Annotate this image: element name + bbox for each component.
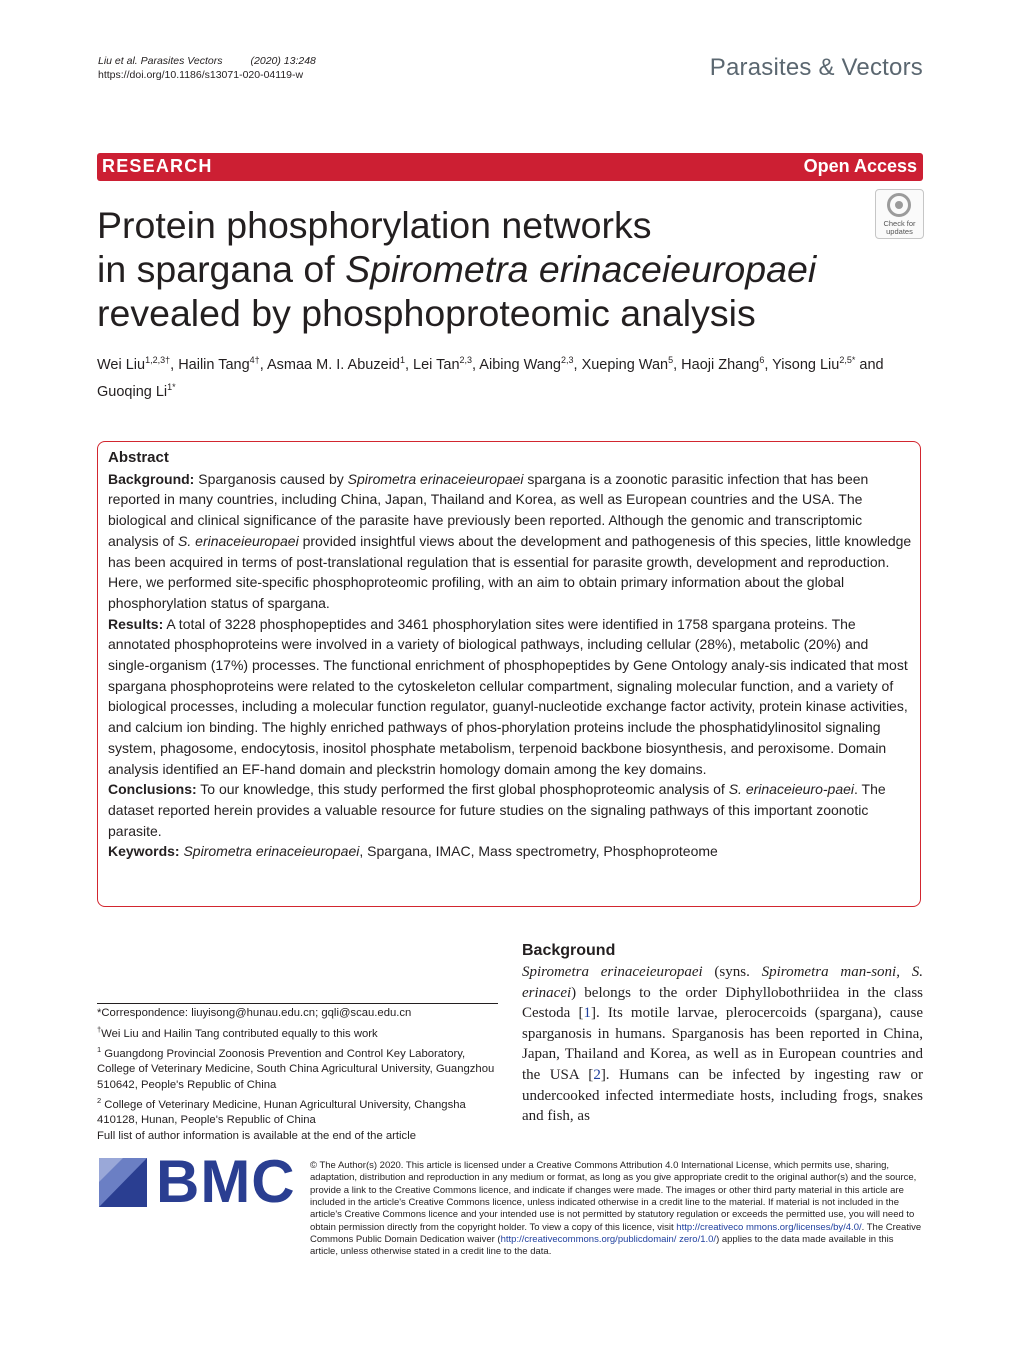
background-species-2: S. erinaceieuropaei [178, 532, 299, 549]
author-name: Yisong Liu [772, 356, 840, 373]
title-line-2 [97, 247, 857, 291]
footnotes [97, 1006, 498, 1144]
author-affiliation-sup: 6 [759, 355, 765, 365]
article-type-banner [97, 153, 923, 181]
background-species-1: Spirometra erinaceieuropaei [347, 470, 524, 487]
bg-species-1: Spirometra erinaceieuropaei [522, 964, 703, 980]
check-updates-line1: Check for [883, 219, 916, 228]
equal-contribution-note [97, 1022, 498, 1042]
background-paragraph [522, 962, 923, 1127]
bg-text-1: (syns. [702, 964, 762, 980]
author-affiliation-sup: 2,3 [560, 355, 574, 365]
conclusions-label: Conclusions: [108, 781, 197, 798]
title-species: Spirometra erinaceieuropaei [345, 248, 817, 290]
author-affiliation-sup: 1 [399, 355, 405, 365]
author-affiliation-sup: 4† [249, 355, 260, 365]
author-affiliation-sup: 5 [668, 355, 674, 365]
keywords-label: Keywords: [108, 843, 180, 860]
article-title [97, 203, 857, 335]
license-link-cc-by[interactable]: http://creativeco mmons.org/licenses/by/4.0/ [676, 1221, 862, 1233]
citation-header [98, 54, 316, 82]
open-access-label: Open Access [803, 156, 917, 176]
bg-text-2: , [896, 964, 912, 980]
citation-authors: Liu et al. Parasites Vectors [98, 55, 223, 67]
journal-name: Parasites & Vectors [709, 54, 923, 81]
author-name: Lei Tan [413, 356, 460, 373]
author-separator: , [170, 356, 179, 373]
author-separator: , [404, 356, 414, 373]
license-text-3: ) applies to the data made available in this article, unless otherwise stated in a credit line to the data. [310, 1234, 894, 1258]
article-type-label: RESEARCH [102, 156, 213, 176]
affiliation-1-text: Guangdong Provincial Zoonosis Prevention and Control Key Laboratory, College of Veterinary Medicine, South China Agricultural University, Guangzhou 510642, People's Republic of China [97, 1047, 495, 1091]
equal-contribution-text: Wei Liu and Hailin Tang contributed equally to this work [101, 1027, 378, 1040]
citation-ref-2[interactable]: 2 [593, 1066, 601, 1083]
background-text-2: spargana is a zoonotic parasitic infection that has been reported in many countries, including China, Japan, Thailand and Korea, as well as European countries and the USA. The biological and clinical significance of the parasite have previously been reported. Although the genomic and transcriptomic analysis of [108, 470, 869, 549]
citation-ref-1[interactable]: 1 [583, 1005, 591, 1022]
bg-text-3: ) belongs to the order Diphyllobothriidea in the class Cestoda [ [522, 984, 923, 1022]
check-updates-icon [887, 193, 911, 217]
abstract-results [108, 614, 912, 780]
background-text-1: Sparganosis caused by [194, 470, 348, 487]
results-text: A total of 3228 phosphopeptides and 3461 phosphorylation sites were identified in 1758 spargana proteins. The annotated phosphoproteins were involved in a variety of biological pathways, including cellular (28%), metabolic (20%) and single-organism (17%) processes. The functional enrichment of phosphopeptides by Gene Ontology analy-sis indicated that most spargana phosphoproteins were related to the cytoskeleton cellular compartment, signaling molecular function, and a variety of biological processes, including a molecular function regulator, guanyl-nucleotide exchange factor activity, protein kinase activities, and calcium ion binding. The highly enriched pathways of phos-phorylation proteins include the phosphatidylinositol signaling system, phagosome, endocytosis, inositol phosphate metabolism, terpenoid backbone biosynthesis, and peroxisome. Domain analysis identified an EF-hand domain and pleckstrin homology domain among the key domains. [108, 615, 908, 777]
author-name: Asmaa M. I. Abuzeid [266, 356, 400, 373]
author-name: Haoji Zhang [681, 356, 760, 373]
abstract-keywords [108, 841, 912, 862]
author-list [97, 349, 887, 403]
license-text [310, 1160, 923, 1259]
bg-text-4: ]. Its motile larvae, plerocercoids (spargana), cause sparganosis in humans. Sparganosis has been reported in China, Japan, Thailand and Korea, as well as in European countries and the USA [ [522, 1005, 924, 1083]
affiliation-2 [97, 1093, 498, 1129]
bg-species-2: Spirometra man-soni [761, 964, 897, 980]
bmc-logo-text: BMC [156, 1148, 296, 1215]
citation-year: (2020) 13:248 [250, 55, 316, 67]
abstract-background [108, 469, 912, 614]
title-line-3: revealed by phosphoproteomic analysis [97, 292, 756, 334]
abstract [108, 448, 912, 862]
author-separator: , [764, 356, 773, 373]
conclusions-species: S. erinaceieuro-paei [728, 781, 855, 798]
author-name: Hailin Tang [178, 356, 250, 373]
background-heading: Background [522, 942, 616, 959]
conclusions-text-1: To our knowledge, this study performed the first global phosphoproteomic analysis of [196, 781, 729, 798]
author-separator: and [855, 356, 884, 373]
keywords-text: , Spargana, IMAC, Mass spectrometry, Phosphoproteome [359, 843, 718, 860]
check-updates-line2: updates [886, 227, 913, 236]
results-label: Results: [108, 615, 164, 632]
title-line-1: Protein phosphorylation networks [97, 204, 652, 246]
license-text-2: . The Creative Commons Public Domain Dedication waiver ( [310, 1221, 922, 1246]
affiliation-2-sup: 2 [97, 1096, 102, 1106]
background-text-3: provided insightful views about the development and pathogenesis of this species, little knowledge has been acquired in terms of post-translational regulation that is essential for parasite growth, development and reproduction. Here, we performed site-specific phosphoproteomic profiling, with an aim to obtain primary information about the global phosphorylation status of spargana. [108, 532, 912, 611]
license-text-1: © The Author(s) 2020. This article is licensed under a Creative Commons Attribution 4.0 International License, which permits use, sharing, adaptation, distribution and reproduction in any medium or format, as long as you give appropriate credit to the original author(s) and the source, provide a link to the Creative Commons licence, and indicate if changes were made. The images or other third party material in this article are included in the article's Creative Commons licence, unless indicated otherwise in a credit line to the material. If material is not included in the article's Creative Commons licence and your intended use is not permitted by statutory regulation or exceeds the permitted use, you will need to obtain permission directly from the copyright holder. To view a copy of this licence, visit [310, 1160, 917, 1233]
correspondence-note: *Correspondence: liuyisong@hunau.edu.cn; gqli@scau.edu.cn [97, 1007, 412, 1019]
keywords-species: Spirometra erinaceieuropaei [179, 843, 360, 860]
author-separator: , [259, 356, 267, 373]
affiliation-1 [97, 1042, 498, 1093]
title-line-2-text: in spargana of [97, 248, 346, 290]
author-name: Wei Liu [97, 356, 146, 373]
background-label: Background: [108, 470, 195, 487]
equal-contribution-sup: † [97, 1024, 102, 1034]
author-separator: , [673, 356, 682, 373]
doi-link[interactable]: https://doi.org/10.1186/s13071-020-04119-w [98, 69, 304, 81]
author-affiliation-sup: 1* [167, 381, 176, 392]
author-separator: , [472, 356, 480, 373]
author-name: Aibing Wang [479, 356, 561, 373]
affiliation-1-sup: 1 [97, 1044, 102, 1054]
bg-text-5: ]. Humans can be infected by ingesting raw or undercooked infected intermediate hosts, including frogs, snakes and fish, as [522, 1066, 924, 1125]
bmc-logo-icon [99, 1158, 147, 1207]
author-affiliation-sup: 2,3 [459, 355, 473, 365]
bg-species-3: S. erinacei [522, 964, 924, 1001]
check-for-updates-badge[interactable] [875, 189, 924, 239]
author-separator: , [573, 356, 582, 373]
author-affiliation-sup: 1,2,3† [145, 355, 171, 365]
affiliation-2-text: College of Veterinary Medicine, Hunan Agricultural University, Changsha 410128, Hunan, People's Republic of China [97, 1098, 466, 1127]
abstract-conclusions [108, 779, 912, 841]
footnote-divider [97, 1003, 498, 1004]
author-affiliation-sup: 2,5* [839, 355, 856, 365]
author-name: Xueping Wan [581, 356, 669, 373]
author-name: Guoqing Li [97, 383, 168, 400]
conclusions-text-2: . The dataset reported herein provides a valuable resource for future studies on the signaling pathways of this important zoonotic parasite. [108, 781, 886, 839]
license-link-publicdomain[interactable]: http://creativecommons.org/publicdomain/ zero/1.0/ [500, 1234, 717, 1246]
abstract-heading: Abstract [108, 449, 169, 466]
full-author-info-note: Full list of author information is available at the end of the article [97, 1129, 416, 1142]
